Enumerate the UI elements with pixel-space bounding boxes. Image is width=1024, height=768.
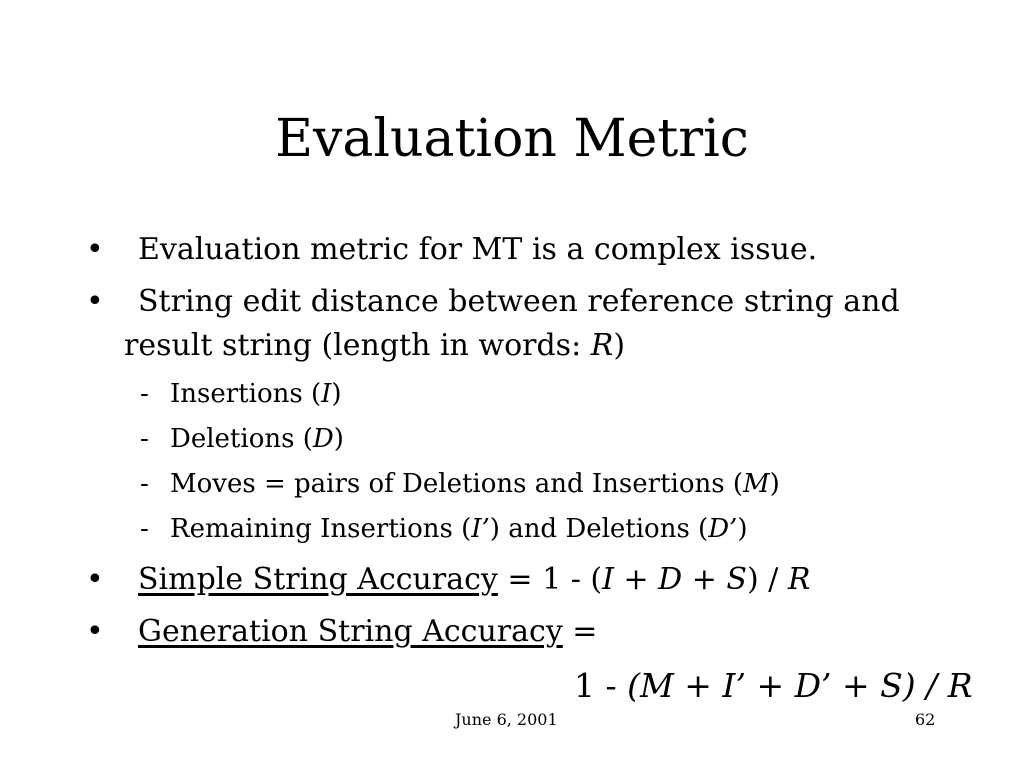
subitem-suffix: ): [737, 514, 748, 544]
subitem-prefix: Insertions (: [170, 379, 322, 409]
subitem-prefix: Moves = pairs of Deletions and Insertions (: [170, 469, 743, 499]
var-d-prime: D’: [708, 514, 738, 544]
sub-marker: -: [140, 514, 149, 544]
slide-title: Evaluation Metric: [275, 109, 749, 169]
gsa-eq: =: [562, 614, 598, 649]
var-m: M: [743, 469, 770, 499]
var-d: D: [312, 424, 334, 454]
gsa-formula-expr: (M + I’ + D’ + S) / R: [627, 666, 973, 705]
ssa-r: R: [787, 562, 811, 597]
subitem-deletions: [140, 419, 344, 459]
bullet-ssa: [86, 558, 810, 602]
var-i: I: [321, 379, 332, 409]
bullet-text: Evaluation metric for MT is a complex issue.: [138, 232, 818, 267]
subitem-insertions: [140, 374, 342, 414]
subitem-remaining: [140, 509, 747, 549]
bullet-marker: •: [86, 562, 104, 597]
bullet-1: [86, 228, 817, 272]
gsa-label: Generation String Accuracy: [138, 614, 563, 649]
sub-marker: -: [140, 424, 149, 454]
bullet-marker: •: [86, 614, 104, 649]
subitem-prefix: Deletions (: [170, 424, 313, 454]
ssa-line: [138, 558, 810, 602]
bullet-gsa: [86, 610, 597, 654]
footer-date: June 6, 2001: [455, 710, 558, 729]
subitem-suffix: ): [333, 424, 344, 454]
subitem-mid: ) and Deletions (: [489, 514, 709, 544]
gsa-formula: [574, 664, 973, 708]
gsa-line: [138, 610, 597, 654]
bullet-marker: •: [86, 284, 104, 319]
subitem-suffix: ): [769, 469, 780, 499]
bullet-text-line2: [124, 324, 900, 368]
ssa-vars: I + D + S: [602, 562, 747, 597]
bullet-text-line2-prefix: result string (length in words:: [124, 328, 591, 363]
ssa-eq: = 1 - (: [497, 562, 603, 597]
var-i-prime: I’: [471, 514, 490, 544]
gsa-formula-one: 1 -: [574, 666, 628, 705]
subitem-prefix: Remaining Insertions (: [170, 514, 472, 544]
bullet-text-line2-suffix: ): [613, 328, 626, 363]
bullet-text-line1: String edit distance between reference string and: [138, 284, 900, 319]
footer-page-number: 62: [915, 710, 936, 729]
bullet-marker: •: [86, 232, 104, 267]
sub-marker: -: [140, 469, 149, 499]
ssa-label: Simple String Accuracy: [138, 562, 498, 597]
var-r: R: [590, 328, 614, 363]
ssa-close: ) /: [746, 562, 788, 597]
subitem-suffix: ): [331, 379, 342, 409]
subitem-moves: [140, 464, 780, 504]
bullet-2: [86, 280, 900, 368]
sub-marker: -: [140, 379, 149, 409]
